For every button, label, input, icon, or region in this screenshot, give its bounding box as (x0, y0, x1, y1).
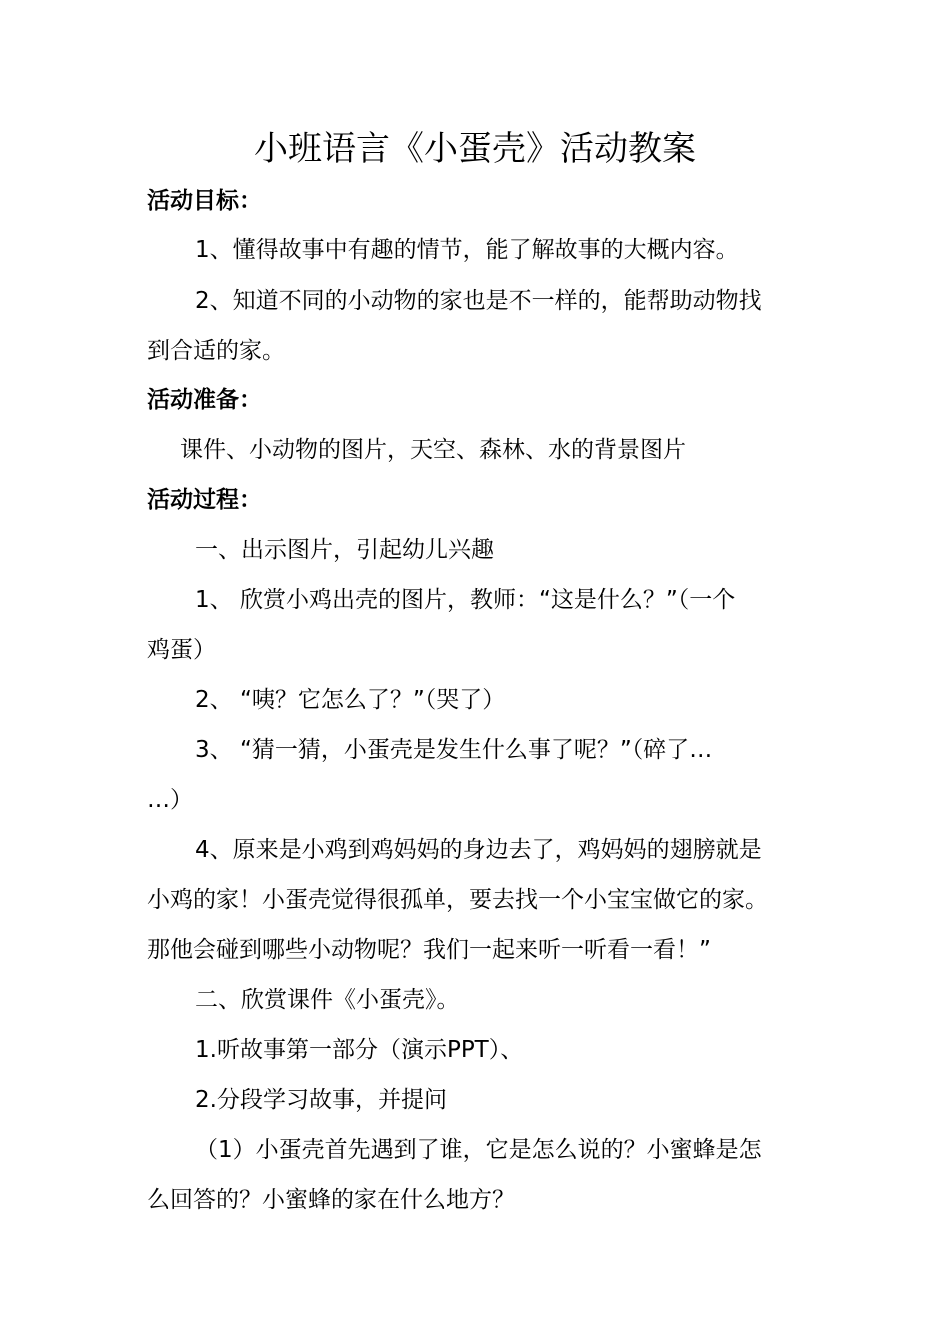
item-4-line-3: 那他会碰到哪些小动物呢？我们一起来听一听看一看！” (147, 937, 711, 963)
prep-heading: 活动准备： (147, 387, 262, 413)
question-1-line-1: （1）小蛋壳首先遇到了谁，它是怎么说的？小蜜蜂是怎 (195, 1137, 762, 1163)
goal-1: 1、懂得故事中有趣的情节，能了解故事的大概内容。 (195, 237, 739, 263)
item-4-line-2: 小鸡的家！小蛋壳觉得很孤单，要去找一个小宝宝做它的家。 (147, 887, 768, 913)
item-1-line-2: 鸡蛋） (147, 637, 216, 663)
item-1-line-1: 1、 欣赏小鸡出壳的图片，教师：“这是什么？”（一个 (195, 587, 736, 613)
sub-item-1: 1.听故事第一部分（演示PPT）、 (195, 1037, 524, 1063)
step-two: 二、欣赏课件《小蛋壳》。 (195, 987, 460, 1013)
question-1-line-2: 么回答的？小蜜蜂的家在什么地方？ (147, 1187, 515, 1213)
sub-item-2: 2.分段学习故事，并提问 (195, 1087, 447, 1113)
goal-2-line-1: 2、知道不同的小动物的家也是不一样的，能帮助动物找 (195, 288, 762, 314)
goal-2-line-2: 到合适的家。 (147, 338, 285, 364)
step-one: 一、出示图片，引起幼儿兴趣 (195, 537, 494, 563)
process-heading: 活动过程： (147, 487, 262, 513)
item-3-line-2: …） (147, 787, 193, 813)
document-title: 小班语言《小蛋壳》活动教案 (254, 129, 696, 169)
prep-text: 课件、小动物的图片，天空、森林、水的背景图片 (180, 437, 686, 463)
goals-heading: 活动目标： (147, 188, 262, 214)
item-4-line-1: 4、原来是小鸡到鸡妈妈的身边去了，鸡妈妈的翅膀就是 (195, 837, 762, 863)
item-3-line-1: 3、 “猜一猜，小蛋壳是发生什么事了呢？”（碎了… (195, 737, 713, 763)
item-2: 2、 “咦？它怎么了？”（哭了） (195, 687, 506, 713)
